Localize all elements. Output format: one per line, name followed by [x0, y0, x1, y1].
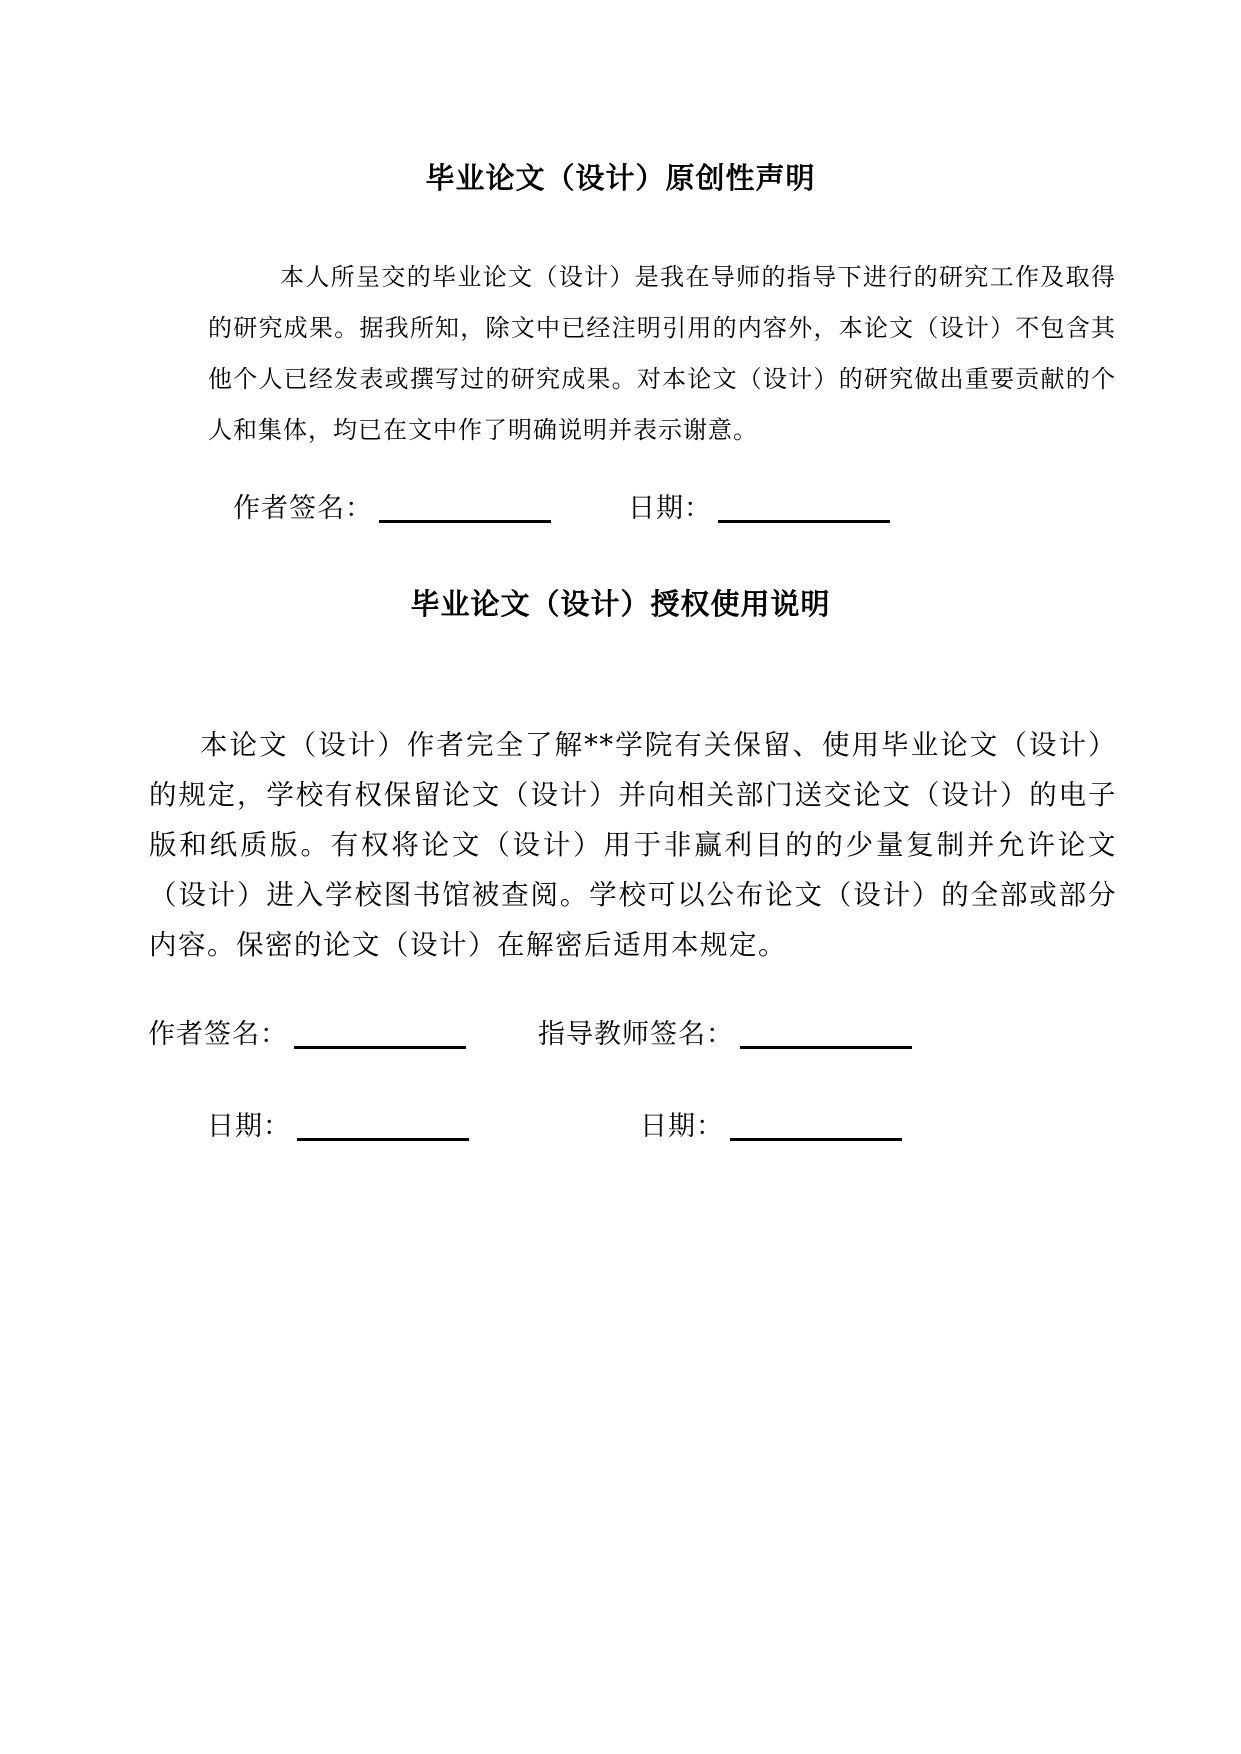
authorization-author-date-line[interactable] — [297, 1138, 469, 1141]
originality-author-signature-line[interactable] — [379, 520, 551, 523]
authorization-advisor-date — [640, 1110, 902, 1144]
authorization-advisor-date-line[interactable] — [730, 1138, 902, 1141]
originality-date-label: 日期： — [628, 493, 712, 524]
originality-statement: 本人所呈交的毕业论文（设计）是我在导师的指导下进行的研究工作及取得的研究成果。据我所知，除文中已经注明引用的内容外，本论文（设计）不包含其他个人已经发表或撰写过的研究成果。对本论文（设计）的研究做出重要贡献的个人和集体，均已在文中作了明确说明并表示谢意。 — [208, 263, 1116, 444]
authorization-author-signature-label: 作者签名： — [148, 1019, 288, 1050]
originality-author-signature-label: 作者签名： — [233, 493, 373, 524]
originality-author-signature — [233, 492, 551, 526]
authorization-author-date-label: 日期： — [207, 1111, 291, 1142]
authorization-advisor-signature — [538, 1018, 912, 1052]
authorization-title: 毕业论文（设计）授权使用说明 — [410, 587, 831, 621]
authorization-advisor-date-label: 日期： — [640, 1111, 724, 1142]
authorization-author-signature-line[interactable] — [294, 1046, 466, 1049]
originality-date — [628, 492, 890, 526]
authorization-author-date — [207, 1110, 469, 1144]
authorization-author-signature — [148, 1018, 466, 1052]
authorization-advisor-signature-label: 指导教师签名： — [538, 1019, 734, 1050]
authorization-statement: 本论文（设计）作者完全了解**学院有关保留、使用毕业论文（设计）的规定，学校有权保留论文（设计）并向相关部门送交论文（设计）的电子版和纸质版。有权将论文（设计）用于非赢利目的的少量复制并允许论文（设计）进入学校图书馆被查阅。学校可以公布论文（设计）的全部或部分内容。保密的论文（设计）在解密后适用本规定。 — [149, 729, 1117, 961]
originality-title: 毕业论文（设计）原创性声明 — [425, 161, 816, 195]
originality-date-line[interactable] — [718, 520, 890, 523]
authorization-advisor-signature-line[interactable] — [740, 1046, 912, 1049]
